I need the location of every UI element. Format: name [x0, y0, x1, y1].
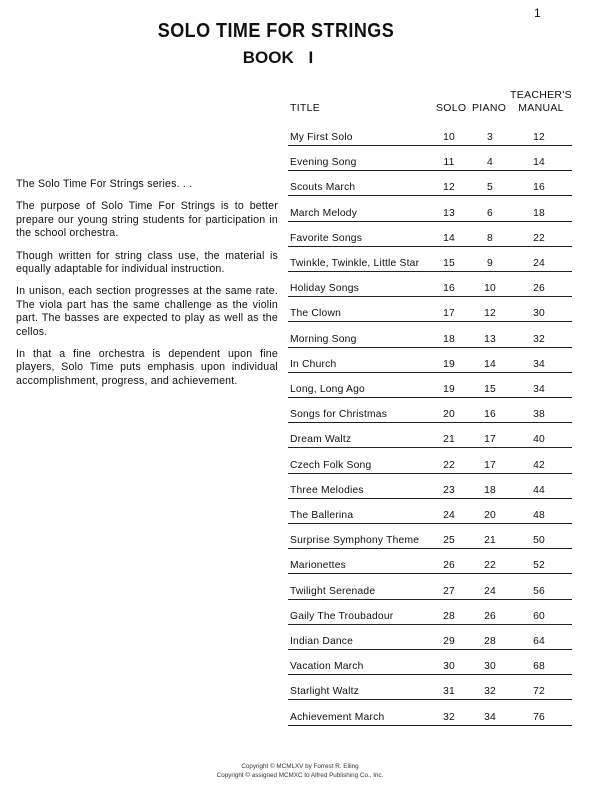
table-row [288, 397, 572, 423]
song-title: The Clown [290, 308, 342, 320]
table-row [288, 296, 572, 322]
song-title: Indian Dance [290, 636, 354, 647]
piano-page: 9 [487, 258, 493, 269]
solo-page: 28 [443, 610, 455, 622]
solo-page: 25 [443, 535, 455, 547]
piano-page: 14 [484, 358, 496, 370]
manual-page: 38 [533, 409, 545, 421]
intro-paragraph: The Solo Time For Strings series. . . [16, 178, 193, 190]
intro-paragraph: Though written for string class use, the material is equally adaptable for individual instruction. [16, 249, 278, 276]
solo-page: 27 [443, 585, 455, 597]
table-row [288, 271, 572, 297]
header-piano: PIANO [472, 102, 507, 114]
table-row [288, 498, 572, 524]
page-number: 1 [534, 6, 541, 20]
manual-page: 32 [533, 333, 545, 345]
intro-paragraph: In that a fine orchestra is dependent upon fine players, Solo Time puts emphasis upon individual accomplishment, progress, and achievement. [16, 348, 278, 387]
song-title: Marionettes [290, 560, 346, 572]
copyright-line: Copyright © MCMLXV by Forrest R. Elling [241, 763, 359, 770]
header-manual-line1: TEACHER'S [510, 89, 572, 101]
manual-page: 72 [533, 686, 545, 698]
piano-page: 22 [484, 560, 496, 572]
table-row [288, 322, 572, 348]
table-row [288, 448, 572, 474]
solo-page: 17 [443, 308, 455, 320]
table-row [288, 196, 572, 222]
solo-page: 21 [443, 434, 455, 446]
piano-page: 16 [484, 409, 496, 421]
table-row [288, 624, 572, 650]
table-row [288, 700, 572, 726]
piano-page: 10 [484, 283, 496, 295]
solo-page: 12 [443, 182, 455, 194]
solo-page: 31 [443, 686, 455, 698]
piano-page: 21 [484, 535, 496, 547]
song-title: The Ballerina [290, 510, 354, 521]
solo-page: 23 [443, 484, 455, 496]
song-title: Starlight Waltz [290, 686, 359, 698]
song-title: Achievement March [290, 711, 385, 723]
manual-page: 52 [533, 560, 545, 572]
solo-page: 13 [443, 207, 455, 219]
manual-page: 44 [533, 484, 545, 496]
song-title: Dream Waltz [290, 434, 352, 446]
song-title: My First Solo [290, 132, 353, 143]
page-title: SOLO TIME FOR STRINGS [157, 20, 395, 42]
table-row [288, 523, 572, 549]
intro-text [16, 178, 278, 397]
song-title: In Church [290, 358, 337, 370]
song-title: Surprise Symphony Theme [290, 535, 420, 547]
table-row [288, 649, 572, 675]
solo-page: 14 [443, 232, 455, 244]
song-title: Twinkle, Twinkle, Little Star [290, 258, 420, 269]
table-row [288, 372, 572, 398]
piano-page: 4 [487, 157, 493, 169]
piano-page: 8 [487, 232, 493, 244]
solo-page: 15 [443, 258, 455, 269]
solo-page: 16 [443, 283, 455, 295]
solo-page: 19 [443, 358, 455, 370]
piano-page: 34 [484, 711, 496, 723]
manual-page: 60 [533, 610, 545, 622]
piano-page: 17 [484, 434, 496, 446]
manual-page: 56 [533, 585, 545, 597]
piano-page: 26 [484, 610, 496, 622]
table-row [288, 170, 572, 196]
solo-page: 11 [443, 157, 455, 169]
table-row [288, 120, 572, 146]
copyright-line: Copyright © assigned MCMXC to Alfred Publishing Co., Inc. [216, 772, 384, 779]
manual-page: 34 [533, 358, 545, 370]
piano-page: 18 [484, 484, 496, 496]
manual-page: 18 [533, 207, 545, 219]
song-title: Vacation March [290, 661, 364, 673]
manual-page: 48 [533, 510, 545, 521]
manual-page: 34 [533, 384, 545, 395]
solo-page: 24 [443, 510, 455, 521]
solo-page: 10 [443, 132, 455, 143]
manual-page: 16 [533, 182, 545, 194]
manual-page: 22 [533, 232, 545, 244]
table-row [288, 599, 572, 625]
piano-page: 13 [484, 333, 496, 345]
manual-page: 40 [533, 434, 545, 446]
table-row [288, 473, 572, 499]
piano-page: 3 [487, 132, 493, 143]
song-title: Morning Song [290, 333, 357, 345]
piano-page: 20 [484, 510, 496, 521]
song-title: Three Melodies [290, 484, 364, 496]
song-title: Evening Song [290, 157, 357, 169]
song-title: Songs for Christmas [290, 409, 388, 421]
piano-page: 5 [487, 182, 493, 194]
table-row [288, 422, 572, 448]
solo-page: 18 [443, 333, 455, 345]
table-row [288, 221, 572, 247]
manual-page: 50 [533, 535, 545, 547]
intro-paragraph: The purpose of Solo Time For Strings is to better prepare our young string students for participation in the school orchestra. [16, 200, 278, 240]
song-title: Long, Long Ago [290, 384, 365, 395]
solo-page: 20 [443, 409, 455, 421]
table-row [288, 574, 572, 600]
piano-page: 15 [484, 384, 496, 395]
solo-page: 19 [443, 384, 455, 395]
piano-page: 12 [484, 308, 496, 320]
song-title: Twilight Serenade [290, 585, 376, 597]
solo-page: 26 [443, 560, 455, 572]
table-row [288, 347, 572, 373]
solo-page: 29 [443, 636, 455, 647]
manual-page: 42 [533, 459, 545, 471]
song-title: March Melody [290, 207, 358, 219]
piano-page: 24 [484, 585, 496, 597]
piano-page: 28 [484, 636, 496, 647]
manual-page: 76 [533, 711, 545, 723]
piano-page: 6 [487, 207, 493, 219]
table-row [288, 246, 572, 272]
song-title: Gaily The Troubadour [290, 610, 394, 622]
solo-page: 22 [443, 459, 455, 471]
solo-page: 32 [443, 711, 455, 723]
manual-page: 68 [533, 661, 545, 673]
song-title: Scouts March [290, 182, 356, 194]
header-title: TITLE [290, 102, 321, 114]
piano-page: 17 [484, 459, 496, 471]
header-manual-line2: MANUAL [518, 102, 564, 114]
song-title: Holiday Songs [290, 283, 359, 295]
book-subtitle: BOOK I [242, 48, 314, 67]
manual-page: 30 [533, 308, 545, 320]
manual-page: 26 [533, 283, 545, 295]
manual-page: 12 [533, 132, 545, 143]
song-title: Favorite Songs [290, 232, 363, 244]
piano-page: 32 [484, 686, 496, 698]
solo-page: 30 [443, 661, 455, 673]
table-row [288, 145, 572, 171]
manual-page: 24 [533, 258, 545, 269]
piano-page: 30 [484, 661, 496, 673]
song-title: Czech Folk Song [290, 459, 372, 471]
intro-paragraph: In unison, each section progresses at the same rate. The viola part has the same challenge as the violin part. The basses are expected to play as well as the cellos. [16, 285, 278, 338]
copyright-footer [0, 762, 600, 780]
header-solo: SOLO [436, 102, 467, 114]
manual-page: 14 [533, 157, 545, 169]
table-row [288, 674, 572, 700]
table-row [288, 548, 572, 574]
manual-page: 64 [533, 636, 545, 647]
